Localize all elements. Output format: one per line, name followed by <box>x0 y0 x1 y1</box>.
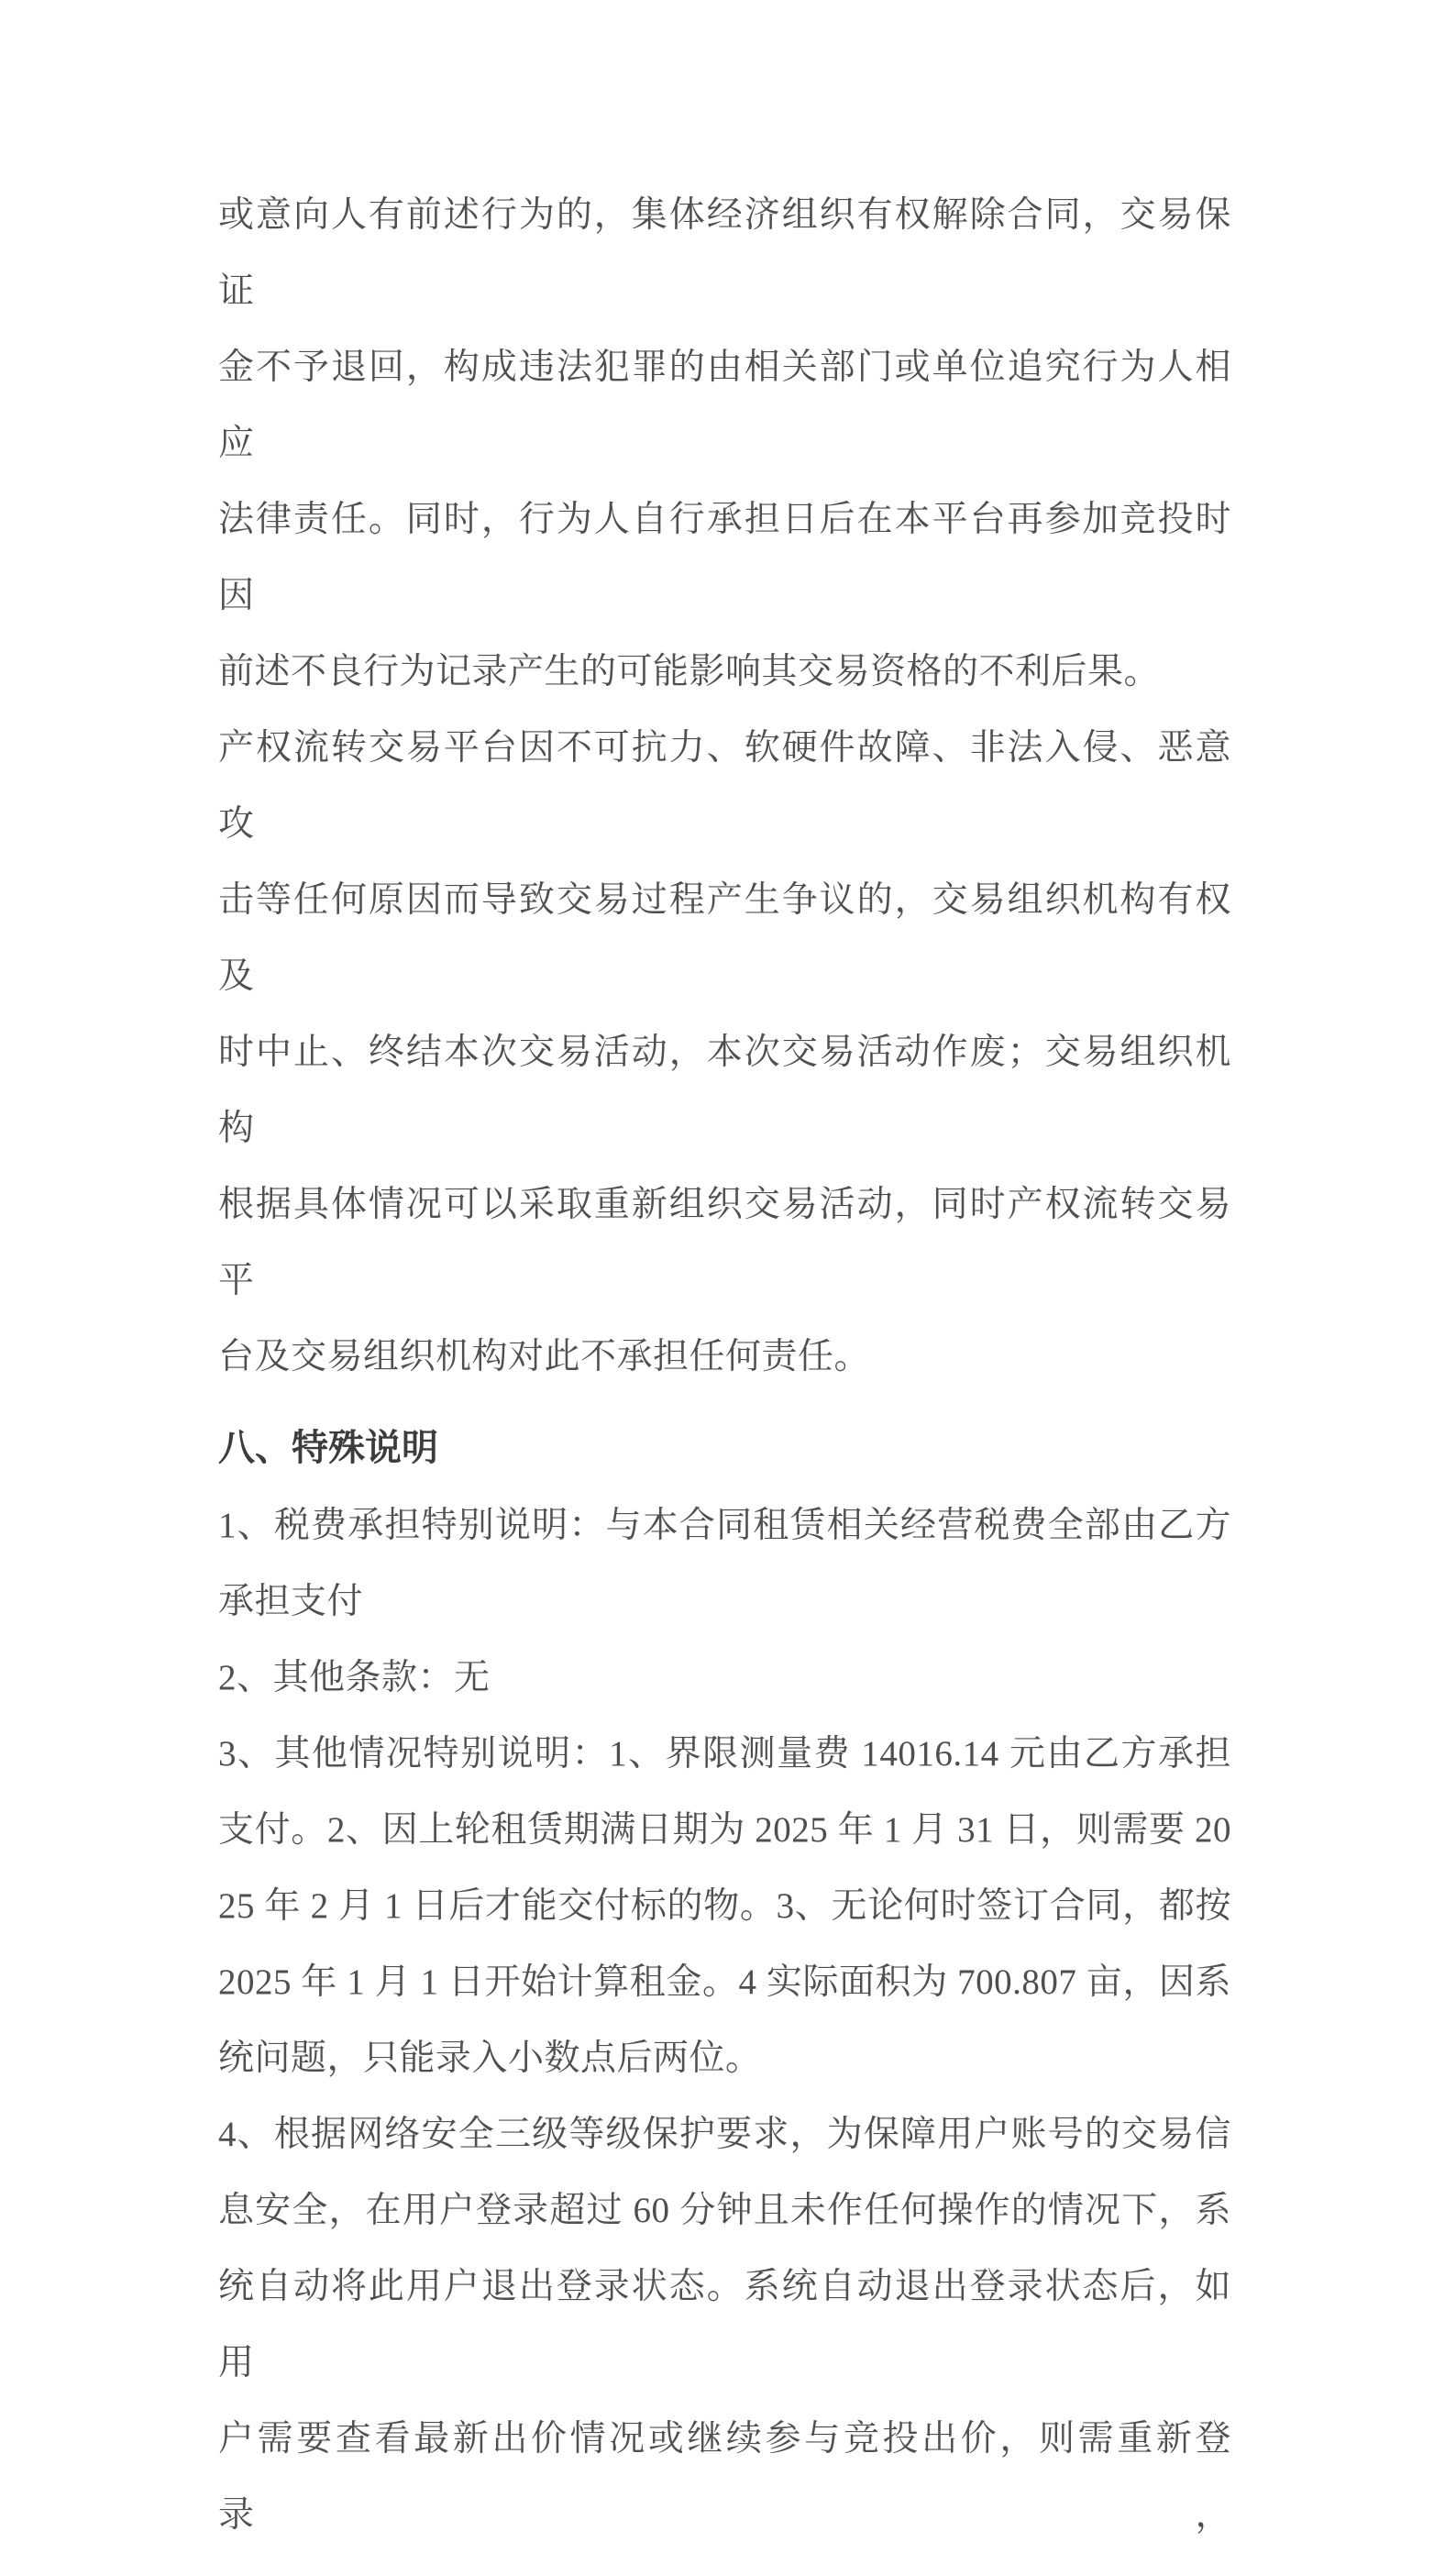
document-line: 法律责任。同时，行为人自行承担日后在本平台再参加竞投时因 <box>218 500 1231 615</box>
document-line: 或意向人有前述行为的，集体经济组织有权解除合同，交易保证 <box>218 195 1231 311</box>
document-line: 统问题，只能录入小数点后两位。 <box>218 2039 762 2078</box>
document-line: 2025 年 1 月 1 日开始计算租金。4 实际面积为 700.807 亩，因系 <box>218 1962 1231 2002</box>
document-line: 2、其他条款：无 <box>218 1658 491 1697</box>
section-heading-special-notes: 八、特殊说明 <box>218 1427 438 1468</box>
document-line: 息安全，在用户登录超过 60 分钟且未作任何操作的情况下，系 <box>218 2191 1231 2230</box>
document-line: 1、税费承担特别说明：与本合同租赁相关经营税费全部由乙方 <box>218 1506 1231 1545</box>
document-line: 户需要查看最新出价情况或继续参与竞投出价，则需重新登录， <box>218 2419 1231 2535</box>
document-line: 统自动将此用户退出登录状态。系统自动退出登录状态后，如用 <box>218 2267 1231 2382</box>
document-line: 3、其他情况特别说明：1、界限测量费 14016.14 元由乙方承担 <box>218 1734 1231 1774</box>
document-line: 根据具体情况可以采取重新组织交易活动，同时产权流转交易平 <box>218 1185 1231 1300</box>
document-line: 4、根据网络安全三级等级保护要求，为保障用户账号的交易信 <box>218 2115 1231 2154</box>
document-content <box>218 177 1231 2553</box>
document-line: 时中止、终结本次交易活动，本次交易活动作废；交易组织机构 <box>218 1033 1231 1148</box>
document-line: 承担支付 <box>218 1582 364 1621</box>
document-line: 支付。2、因上轮租赁期满日期为 2025 年 1 月 31 日，则需要 20 <box>218 1810 1231 1850</box>
document-line: 金不予退回，构成违法犯罪的由相关部门或单位追究行为人相应 <box>218 348 1231 463</box>
document-line: 产权流转交易平台因不可抗力、软硬件故障、非法入侵、恶意攻 <box>218 728 1231 844</box>
document-line: 台及交易组织机构对此不承担任何责任。 <box>218 1337 871 1376</box>
document-line: 25 年 2 月 1 日后才能交付标的物。3、无论何时签订合同，都按 <box>218 1886 1231 1926</box>
document-line: 前述不良行为记录产生的可能影响其交易资格的不利后果。 <box>218 652 1161 691</box>
document-line: 击等任何原因而导致交易过程产生争议的，交易组织机构有权及 <box>218 880 1231 996</box>
